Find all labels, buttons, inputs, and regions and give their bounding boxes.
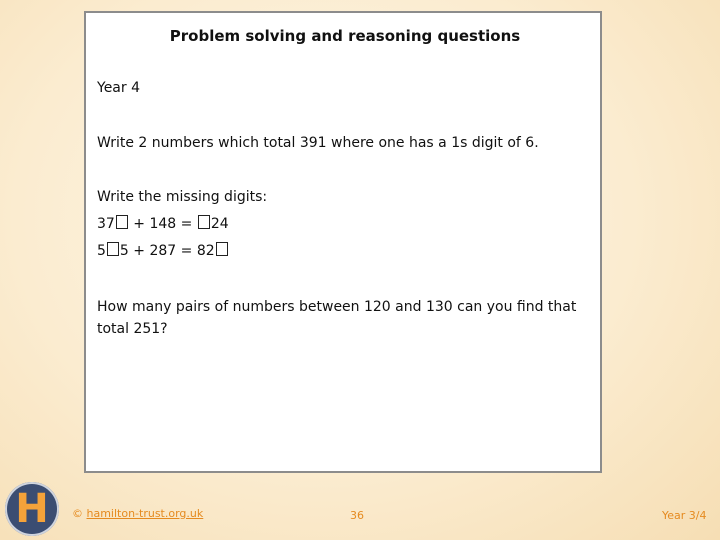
hamilton-logo — [5, 482, 59, 536]
question-2-intro: Write the missing digits: — [97, 189, 268, 205]
question-1: Write 2 numbers which total 391 where one has a 1s digit of 6. — [97, 135, 539, 151]
missing-digit-box[interactable] — [107, 242, 119, 256]
worksheet-card — [84, 11, 602, 473]
question-2-line-2 — [97, 240, 229, 262]
page-number: 36 — [350, 509, 364, 522]
q2-line1-part-a: 37 — [97, 216, 115, 232]
q2-line2-part-b: 5 + 287 = 82 — [119, 243, 215, 259]
page-title: Problem solving and reasoning questions — [169, 27, 521, 45]
question-2-line-1 — [97, 213, 229, 235]
copyright-symbol: © — [72, 507, 83, 520]
question-3-line-1: How many pairs of numbers between 120 and 130 can you find that — [97, 299, 577, 315]
hamilton-trust-link[interactable]: hamilton-trust.org.uk — [86, 507, 204, 520]
missing-digit-box[interactable] — [116, 215, 128, 229]
q2-line1-part-c: 24 — [210, 216, 229, 232]
logo-letter: H — [15, 486, 49, 532]
missing-digit-box[interactable] — [198, 215, 210, 229]
q2-line2-part-a: 5 — [97, 243, 106, 259]
question-3-line-2: total 251? — [97, 321, 168, 337]
footer-copyright — [72, 507, 203, 520]
year-label: Year 3/4 — [662, 509, 707, 522]
missing-digit-box[interactable] — [216, 242, 228, 256]
q2-line1-part-b: + 148 = — [128, 216, 197, 232]
year-heading: Year 4 — [97, 80, 140, 96]
